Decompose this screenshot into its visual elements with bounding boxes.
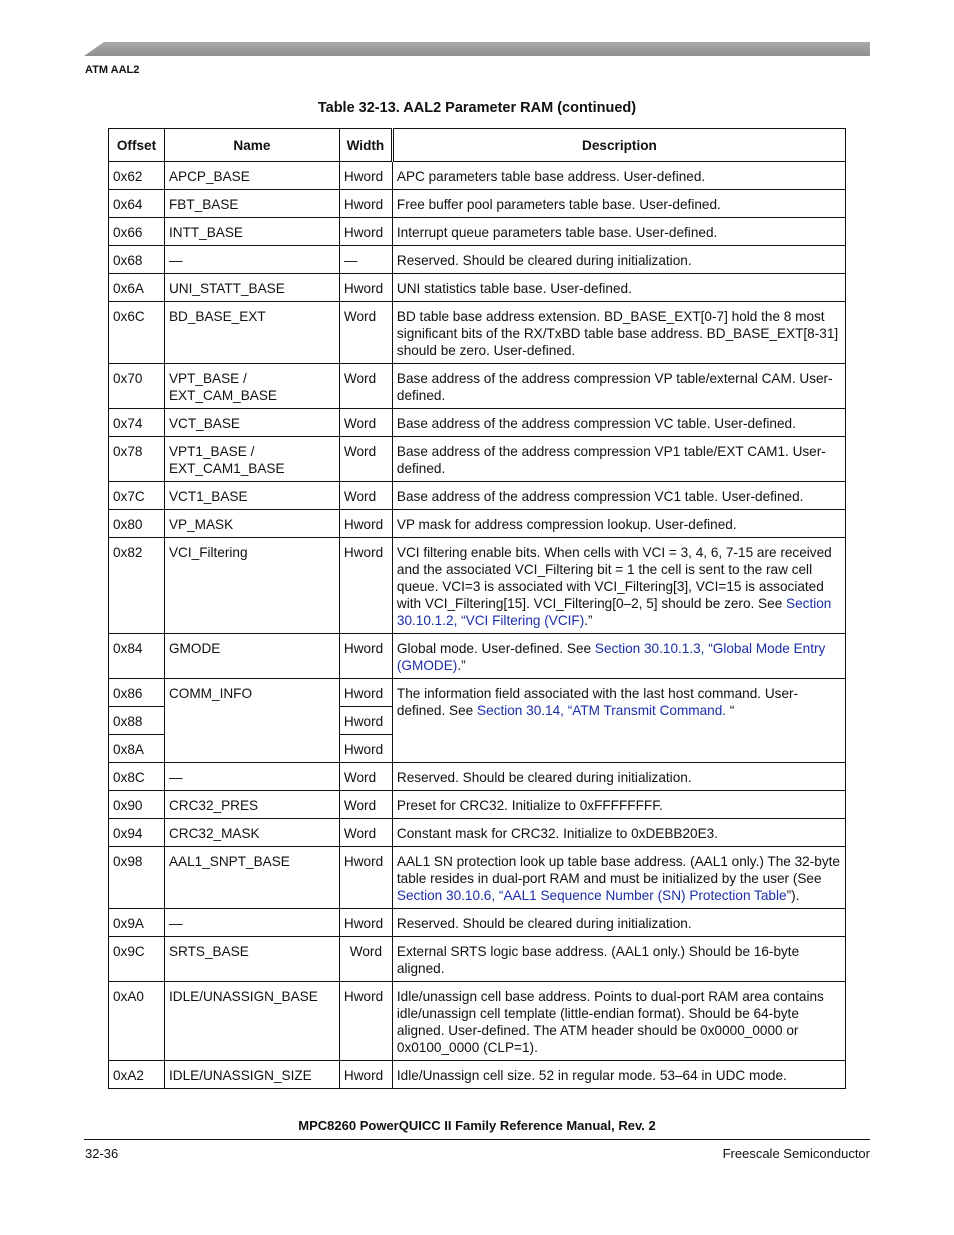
name-line: EXT_CAM_BASE <box>168 388 278 403</box>
name-cell: COMM_INFO <box>164 679 339 763</box>
width-cell: Hword <box>339 847 392 909</box>
width-cell: Word <box>339 937 392 982</box>
table-row <box>109 982 846 1061</box>
name-cell: VCI_Filtering <box>164 538 339 634</box>
width-cell: Word <box>339 791 392 819</box>
width-cell: Word <box>339 409 392 437</box>
width-cell: Hword <box>339 909 392 937</box>
offset-cell: 0x80 <box>109 510 165 538</box>
description-text: VCI filtering enable bits. When cells with VCI = 3, 4, 6, 7-15 are received and the associated VCI_Filtering bit = 1 the cell is sent to the raw cell queue. VCI=3 is associated with VCI_Filtering[3], VCI=15 is associated with VCI_Filtering[15]. VCI_Filtering[0–2, 5] should be zero. See <box>396 545 832 611</box>
table-row <box>109 162 846 190</box>
name-cell: IDLE/UNASSIGN_BASE <box>164 982 339 1061</box>
table-row <box>109 909 846 937</box>
table-row <box>109 302 846 364</box>
description-cell: UNI statistics table base. User-defined. <box>392 274 845 302</box>
name-cell: BD_BASE_EXT <box>164 302 339 364</box>
description-text: “ <box>726 703 735 718</box>
table-row <box>109 246 846 274</box>
description-text: AAL1 SN protection look up table base address. (AAL1 only.) The 32-byte table resides in dual-port RAM and must be initialized by the user (See <box>396 854 840 886</box>
offset-cell: 0x94 <box>109 819 165 847</box>
description-cell <box>392 847 845 909</box>
name-cell: UNI_STATT_BASE <box>164 274 339 302</box>
description-cell: Base address of the address compression VP1 table/EXT CAM1. User-defined. <box>392 437 845 482</box>
description-cell: Reserved. Should be cleared during initialization. <box>392 246 845 274</box>
name-cell: AAL1_SNPT_BASE <box>164 847 339 909</box>
description-cell: Reserved. Should be cleared during initialization. <box>392 763 845 791</box>
offset-cell: 0x84 <box>109 634 165 679</box>
width-cell: Hword <box>339 634 392 679</box>
table-row <box>109 679 846 707</box>
description-text: Global mode. User-defined. See <box>396 641 595 656</box>
column-header-offset: Offset <box>109 129 165 162</box>
width-cell: Hword <box>339 190 392 218</box>
offset-cell: 0x6A <box>109 274 165 302</box>
description-cell <box>392 538 845 634</box>
description-cell: Reserved. Should be cleared during initialization. <box>392 909 845 937</box>
offset-cell: 0x98 <box>109 847 165 909</box>
table-row <box>109 634 846 679</box>
name-cell: VCT1_BASE <box>164 482 339 510</box>
width-cell: Hword <box>339 707 392 735</box>
table-row <box>109 819 846 847</box>
description-cell: Idle/Unassign cell size. 52 in regular mode. 53–64 in UDC mode. <box>392 1061 845 1089</box>
width-cell: Word <box>339 819 392 847</box>
name-cell: SRTS_BASE <box>164 937 339 982</box>
table-row <box>109 482 846 510</box>
offset-cell: 0x64 <box>109 190 165 218</box>
width-cell: Word <box>339 364 392 409</box>
description-cell: Base address of the address compression VC1 table. User-defined. <box>392 482 845 510</box>
offset-cell: 0x82 <box>109 538 165 634</box>
column-header-name: Name <box>164 129 339 162</box>
name-cell: IDLE/UNASSIGN_SIZE <box>164 1061 339 1089</box>
width-cell: — <box>339 246 392 274</box>
offset-cell: 0x9C <box>109 937 165 982</box>
table-row <box>109 190 846 218</box>
offset-cell: 0x7C <box>109 482 165 510</box>
offset-cell: 0x88 <box>109 707 165 735</box>
description-cell: VP mask for address compression lookup. User-defined. <box>392 510 845 538</box>
name-cell: FBT_BASE <box>164 190 339 218</box>
width-cell: Hword <box>339 218 392 246</box>
description-cell: External SRTS logic base address. (AAL1 only.) Should be 16-byte aligned. <box>392 937 845 982</box>
header-bar <box>84 42 870 56</box>
width-cell: Hword <box>339 274 392 302</box>
name-cell: APCP_BASE <box>164 162 339 190</box>
description-cell: Free buffer pool parameters table base. User-defined. <box>392 190 845 218</box>
width-cell: Hword <box>339 735 392 763</box>
offset-cell: 0x70 <box>109 364 165 409</box>
name-cell <box>164 437 339 482</box>
section-link[interactable]: Section 30.10.1.3, “Global Mode Entry (GMODE) <box>396 641 826 673</box>
name-cell: INTT_BASE <box>164 218 339 246</box>
offset-cell: 0x8C <box>109 763 165 791</box>
name-cell: — <box>164 246 339 274</box>
description-cell: BD table base address extension. BD_BASE_EXT[0-7] hold the 8 most significant bits of the RX/TxBD table base address. BD_BASE_EXT[8-31] should be zero. User-defined. <box>392 302 845 364</box>
description-text: .” <box>457 658 466 673</box>
footer-divider <box>84 1139 870 1140</box>
description-cell: Base address of the address compression VC table. User-defined. <box>392 409 845 437</box>
table-row <box>109 791 846 819</box>
width-cell: Hword <box>339 162 392 190</box>
offset-cell: 0x6C <box>109 302 165 364</box>
description-cell: Interrupt queue parameters table base. User-defined. <box>392 218 845 246</box>
name-line: VPT1_BASE / <box>168 444 255 459</box>
width-cell: Word <box>339 437 392 482</box>
column-header-description: Description <box>392 129 845 162</box>
width-cell: Hword <box>339 982 392 1061</box>
table-row <box>109 437 846 482</box>
name-cell <box>164 364 339 409</box>
table-row <box>109 538 846 634</box>
name-cell: — <box>164 909 339 937</box>
table-row <box>109 847 846 909</box>
table-row <box>109 274 846 302</box>
name-cell: CRC32_MASK <box>164 819 339 847</box>
section-link[interactable]: Section 30.10.6, “AAL1 Sequence Number (SN) Protection Table <box>396 888 787 903</box>
description-text: .” <box>584 613 593 628</box>
page-number: 32-36 <box>85 1146 119 1161</box>
width-cell: Word <box>339 302 392 364</box>
offset-cell: 0x90 <box>109 791 165 819</box>
table-row <box>109 510 846 538</box>
width-cell: Word <box>339 763 392 791</box>
column-header-width: Width <box>339 129 392 162</box>
section-label: ATM AAL2 <box>85 64 140 76</box>
offset-cell: 0x86 <box>109 679 165 707</box>
manual-title: MPC8260 PowerQUICC II Family Reference Manual, Rev. 2 <box>298 1118 656 1133</box>
description-cell: APC parameters table base address. User-defined. <box>392 162 845 190</box>
description-text: The information field associated with the last host command. User-defined. See <box>396 686 799 718</box>
name-cell: VCT_BASE <box>164 409 339 437</box>
offset-cell: 0xA2 <box>109 1061 165 1089</box>
section-link[interactable]: Section 30.14, “ATM Transmit Command. <box>477 703 727 718</box>
width-cell: Hword <box>339 510 392 538</box>
table-header-row <box>109 129 846 162</box>
description-cell <box>392 679 845 763</box>
name-cell: CRC32_PRES <box>164 791 339 819</box>
name-line: VPT_BASE / <box>168 371 247 386</box>
table-row <box>109 1061 846 1089</box>
table-row <box>109 218 846 246</box>
offset-cell: 0x78 <box>109 437 165 482</box>
description-cell <box>392 634 845 679</box>
name-cell: GMODE <box>164 634 339 679</box>
description-cell: Preset for CRC32. Initialize to 0xFFFFFFFF. <box>392 791 845 819</box>
section-link[interactable]: Section 30.10.1.2, “VCI Filtering (VCIF) <box>396 596 832 628</box>
description-cell: Constant mask for CRC32. Initialize to 0xDEBB20E3. <box>392 819 845 847</box>
width-cell: Hword <box>339 538 392 634</box>
name-cell: — <box>164 763 339 791</box>
offset-cell: 0x9A <box>109 909 165 937</box>
table-row <box>109 937 846 982</box>
description-cell: Idle/unassign cell base address. Points to dual-port RAM area contains idle/unassign cell template (little-endian format). Should be 64-byte aligned. User-defined. The ATM header should be 0x0000_0000 or 0x0100_0000 (CLP=1). <box>392 982 845 1061</box>
description-cell: Base address of the address compression VP table/external CAM. User-defined. <box>392 364 845 409</box>
offset-cell: 0xA0 <box>109 982 165 1061</box>
table-title: Table 32-13. AAL2 Parameter RAM (continued) <box>317 100 637 116</box>
offset-cell: 0x66 <box>109 218 165 246</box>
description-text: ”). <box>786 888 800 903</box>
table-row <box>109 409 846 437</box>
parameter-ram-table <box>108 128 846 1089</box>
table-row <box>109 763 846 791</box>
company-name: Freescale Semiconductor <box>722 1146 870 1161</box>
width-cell: Hword <box>339 679 392 707</box>
offset-cell: 0x68 <box>109 246 165 274</box>
offset-cell: 0x74 <box>109 409 165 437</box>
table-row <box>109 364 846 409</box>
offset-cell: 0x8A <box>109 735 165 763</box>
offset-cell: 0x62 <box>109 162 165 190</box>
name-line: EXT_CAM1_BASE <box>168 461 285 476</box>
width-cell: Word <box>339 482 392 510</box>
width-cell: Hword <box>339 1061 392 1089</box>
name-cell: VP_MASK <box>164 510 339 538</box>
